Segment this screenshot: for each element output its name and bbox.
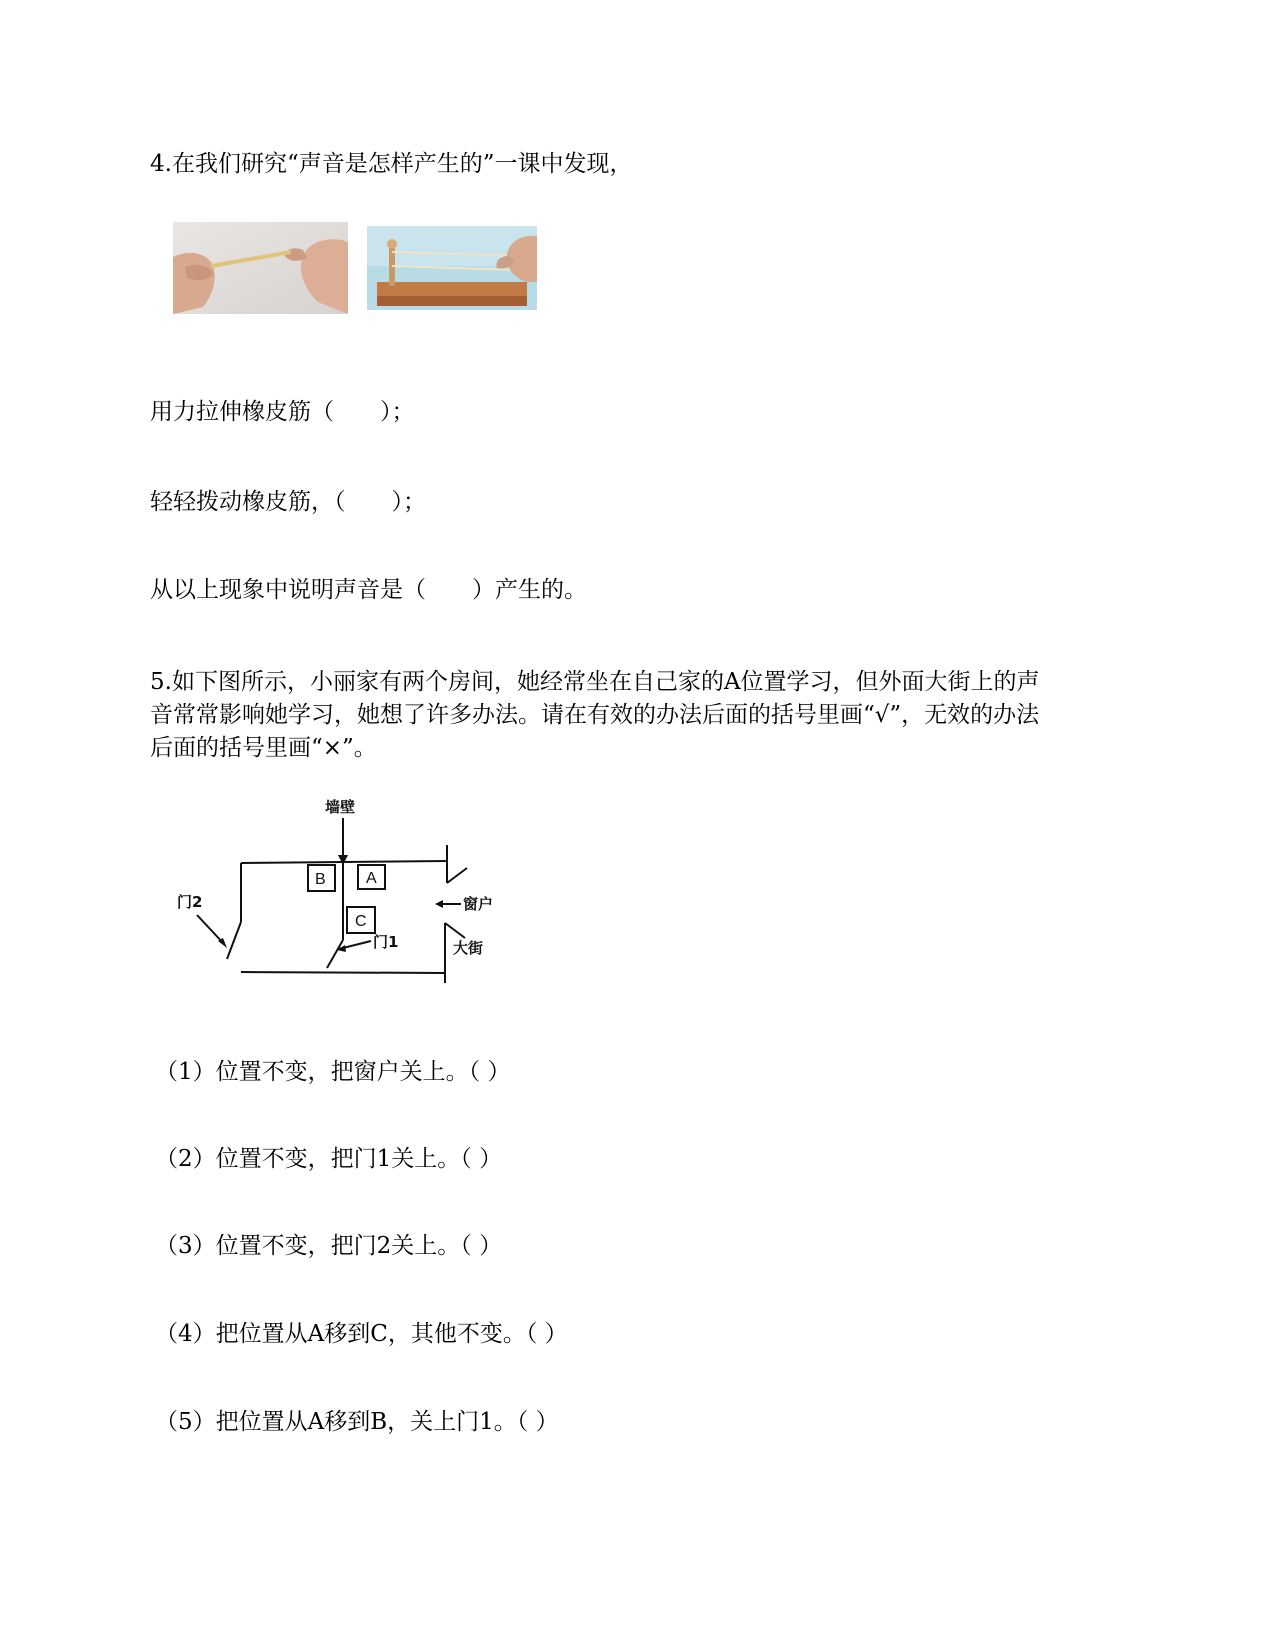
window-label: 窗户 (463, 895, 494, 913)
wall-label: 墙壁 (325, 798, 356, 816)
q5-option-5: （5）把位置从A移到B，关上门1。（ ） (155, 1409, 559, 1435)
door1-label: 门1 (373, 933, 399, 951)
window-pane-bottom (445, 923, 465, 938)
room-diagram (175, 795, 505, 995)
street-label: 大街 (453, 939, 484, 957)
window-arrow-head (435, 900, 443, 908)
q5-prompt-line2: 音常常影响她学习，她想了许多办法。请在有效的办法后面的括号里画“√”，无效的办法 (150, 702, 1040, 728)
q5-option-2: （2）位置不变，把门1关上。（ ） (155, 1146, 503, 1172)
box-a-label: A (366, 870, 377, 887)
window-pane-top (447, 868, 467, 883)
string-board-photo (367, 226, 537, 310)
q5-prompt (150, 666, 1110, 765)
q5-prompt-line3: 后面的括号里画“×”。 (150, 735, 377, 761)
q5-option-4: （4）把位置从A移到C，其他不变。（ ） (155, 1321, 568, 1347)
q5-prompt-line1: 5.如下图所示，小丽家有两个房间，她经常坐在自己家的A位置学习，但外面大街上的声 (150, 669, 1040, 695)
top-wall (241, 861, 447, 863)
box-c-label: C (355, 913, 367, 930)
door2-label: 门2 (177, 893, 203, 911)
q4-line3: 从以上现象中说明声音是（ ）产生的。 (150, 577, 587, 603)
door1-leaf (327, 940, 343, 968)
q5-option-1: （1）位置不变，把窗户关上。（ ） (155, 1059, 511, 1085)
q4-line2: 轻轻拨动橡皮筋，（ ）； (150, 489, 426, 515)
q4-line1: 用力拉伸橡皮筋（ ）； (150, 399, 415, 425)
q4-prompt: 4.在我们研究“声音是怎样产生的”一课中发现， (150, 151, 633, 177)
q5-option-3: （3）位置不变，把门2关上。（ ） (155, 1233, 503, 1259)
door2-leaf (227, 922, 241, 959)
box-b-label: B (315, 871, 326, 888)
rubber-band-photo (173, 222, 348, 314)
bottom-wall (241, 972, 445, 973)
